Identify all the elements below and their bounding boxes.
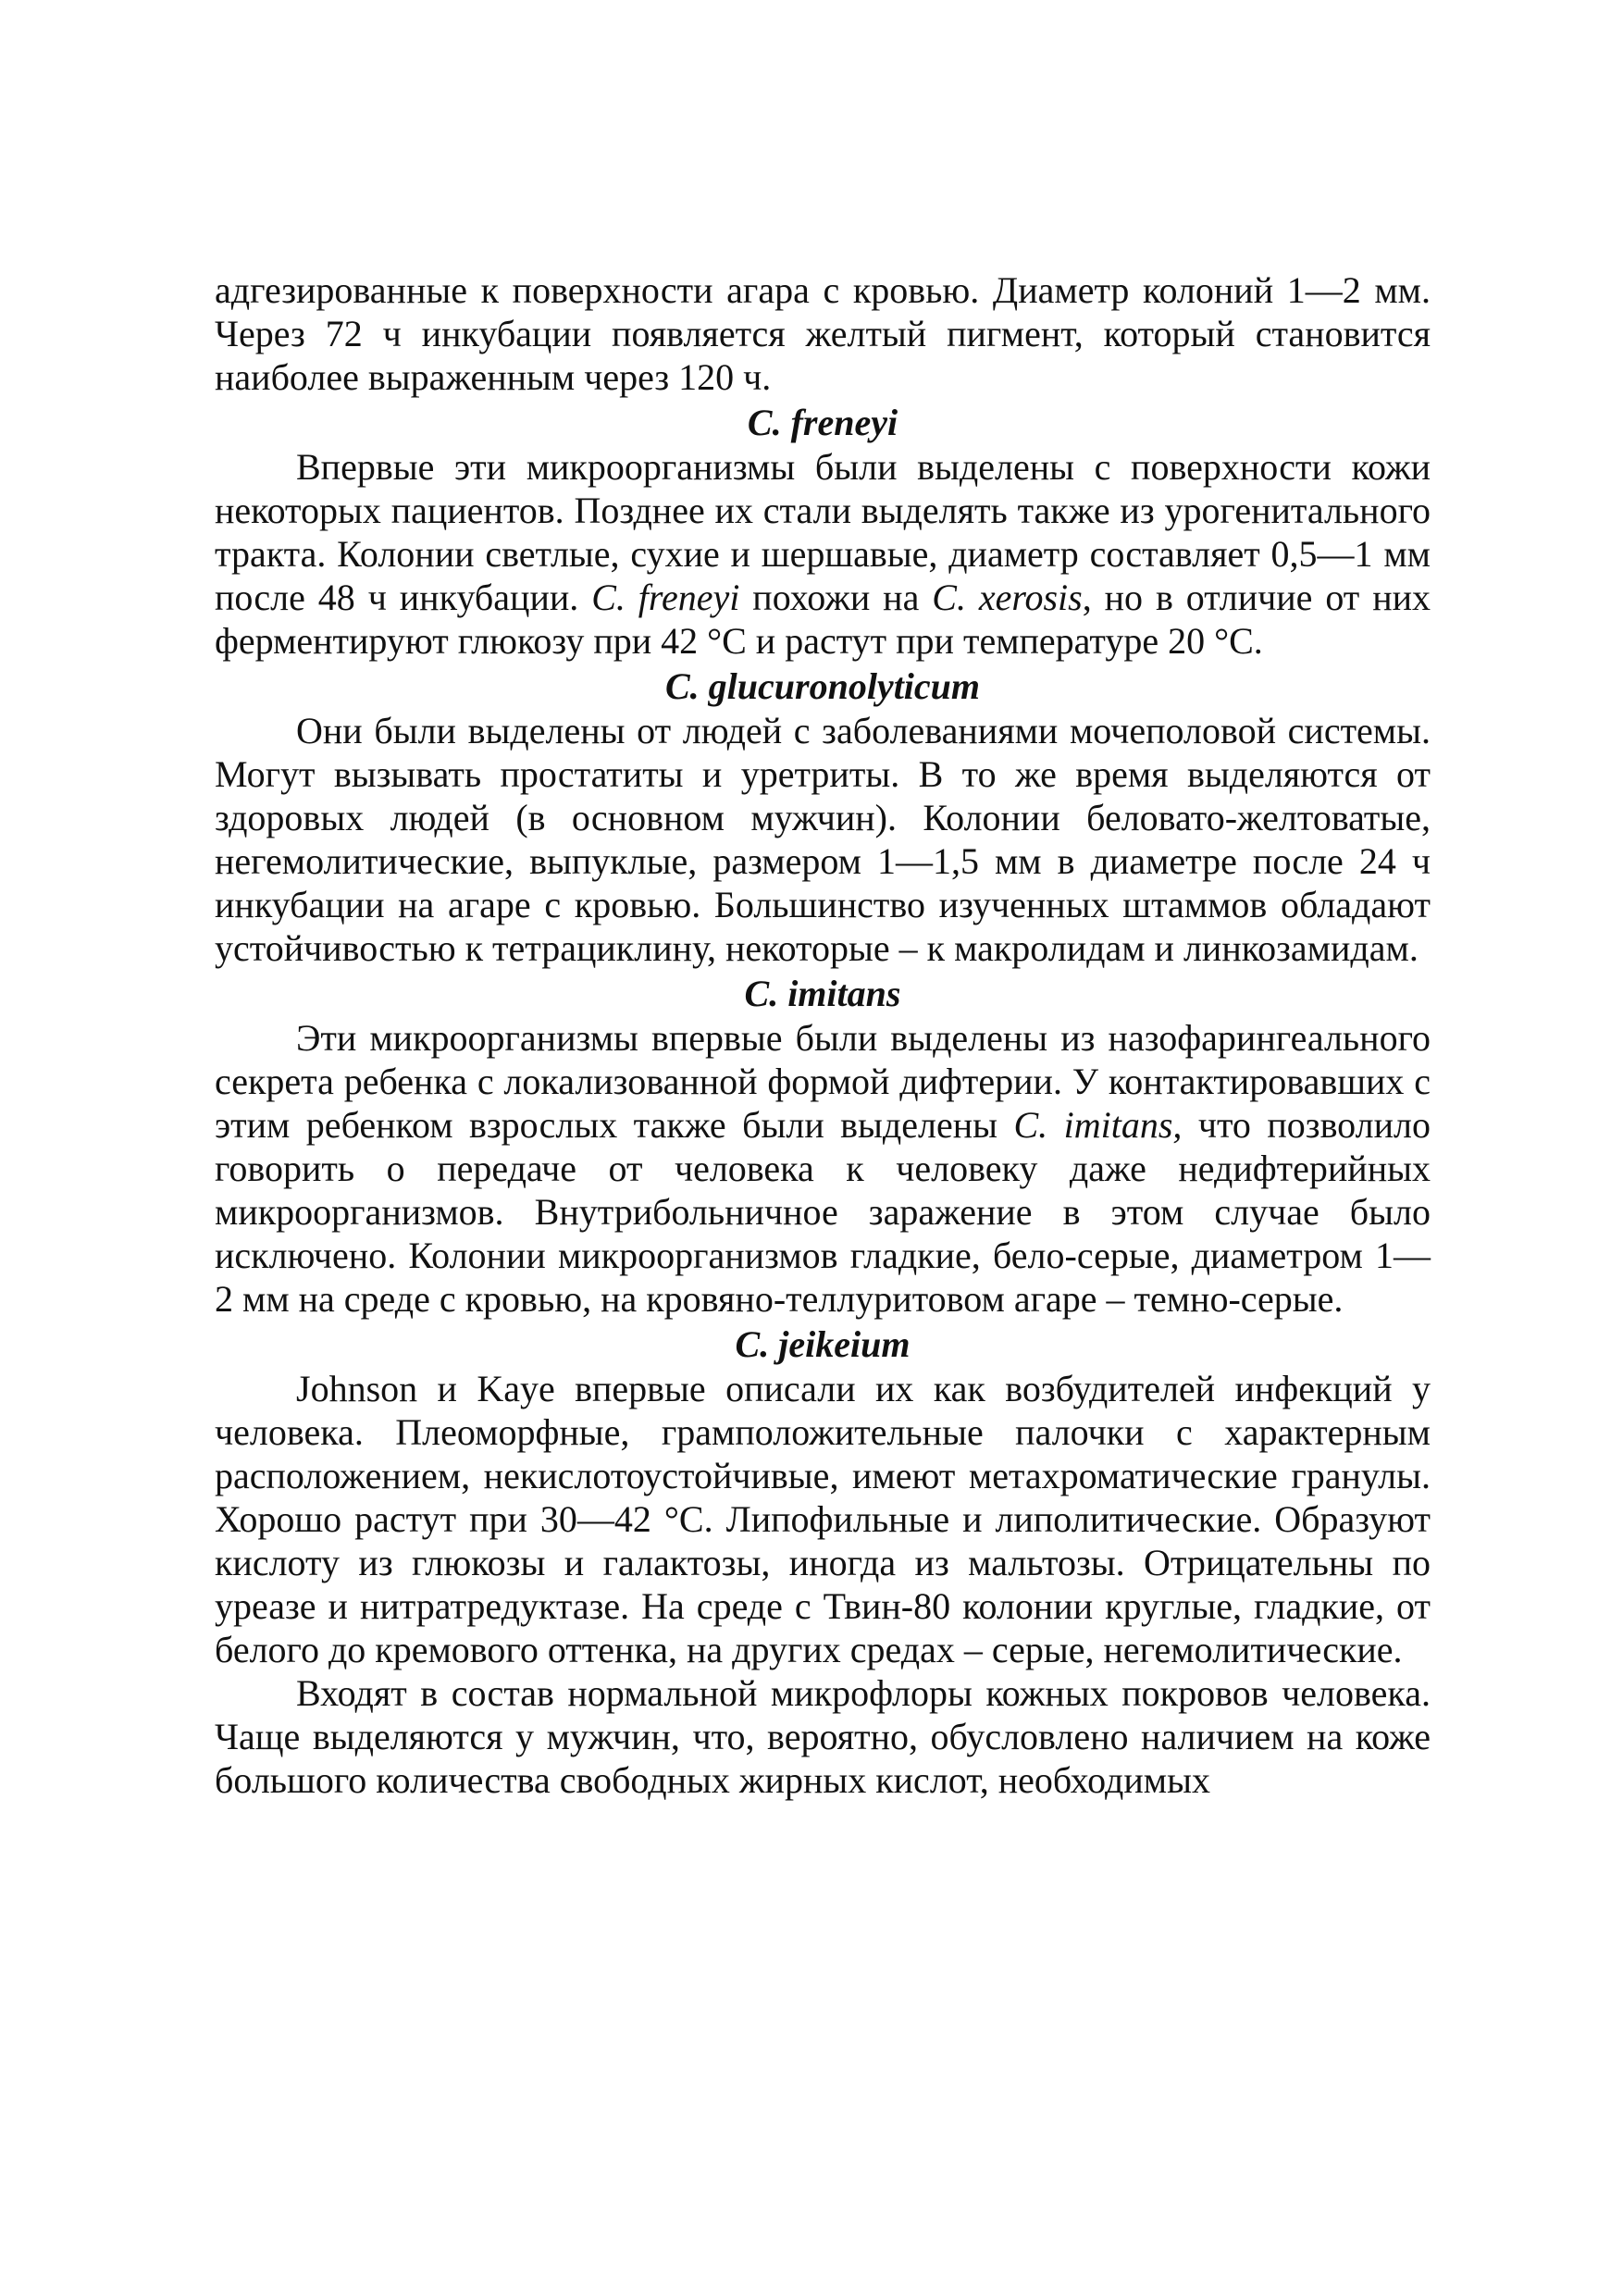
species-name-italic: C. imitans, (1013, 1104, 1183, 1146)
section-paragraph (215, 709, 1431, 970)
section-paragraph (215, 445, 1431, 663)
paragraph-text: что позволило говорить о передаче от человека к человеку даже недифтерийных микроорганизмов. Внутрибольничное заражение в этом случае было исключено. Колонии микроорганизмов гладкие, бело-серые, диаметром 1—2 мм на среде с кровью, на кровяно-теллуритовом агаре – темно-серые. (215, 1104, 1431, 1320)
section-paragraph (215, 1016, 1431, 1321)
section-heading: C. imitans (744, 973, 901, 1014)
document-sections (215, 401, 1431, 1802)
paragraph-text: , но в отличие от них ферментируют глюкозу при 42 °С и растут при температуре 20 °С. (215, 577, 1431, 662)
species-name-italic: C. freneyi (591, 577, 740, 618)
intro-paragraph: адгезированные к поверхности агара с кровью. Диаметр колоний 1—2 мм. Через 72 ч инкубации появляется желтый пигмент, который становится наиболее выраженным через 120 ч. (215, 269, 1431, 398)
paragraph-text: Впервые эти микроорганизмы были выделены с поверхности кожи некоторых пациентов. Позднее их стали выделять также из урогенитального тракта. Колонии светлые, сухие и шершавые, диаметр составляет 0,5—1 мм после 48 ч инкубации. (215, 446, 1431, 618)
paragraph-text: Входят в состав нормальной микрофлоры кожных покровов человека. Чаще выделяются у мужчин, что, вероятно, обусловлено наличием на коже большого количества свободных жирных кислот, необходимых (215, 1672, 1431, 1801)
species-name-italic: C. xerosis (932, 577, 1083, 618)
section-heading: C. jeikeium (735, 1323, 911, 1365)
section-heading: C. glucuronolyticum (664, 665, 981, 707)
section-paragraph (215, 1671, 1431, 1802)
section-heading: C. freneyi (747, 402, 898, 443)
document-page (215, 268, 1431, 1802)
section-paragraph (215, 1367, 1431, 1671)
paragraph-text: похожи на (739, 577, 933, 618)
paragraph-text: Эти микроорганизмы впервые были выделены из назофарингеального секрета ребенка с локализованной формой дифтерии. У контактировавших с этим ребенком взрослых также были выделены (215, 1017, 1431, 1146)
paragraph-text: Johnson и Kaye впервые описали их как возбудителей инфекций у человека. Плеоморфные, грамположительные палочки с характерным расположением, некислотоустойчивые, имеют метахроматические гранулы. Хорошо растут при 30—42 °С. Липофильные и липолитические. Образуют кислоту из глюкозы и галактозы, иногда из мальтозы. Отрицательны по уреазе и нитратредуктазе. На среде с Твин-80 колонии круглые, гладкие, от белого до кремового оттенка, на других средах – серые, негемолитические. (215, 1368, 1431, 1670)
paragraph-text: Они были выделены от людей с заболеваниями мочеполовой системы. Могут вызывать простатиты и уретриты. В то же время выделяются от здоровых людей (в основном мужчин). Колонии беловато-желтоватые, негемолитические, выпуклые, размером 1—1,5 мм в диаметре после 24 ч инкубации на агаре с кровью. Большинство изученных штаммов обладают устойчивостью к тетрациклину, некоторые – к макролидам и линкозамидам. (215, 710, 1431, 969)
